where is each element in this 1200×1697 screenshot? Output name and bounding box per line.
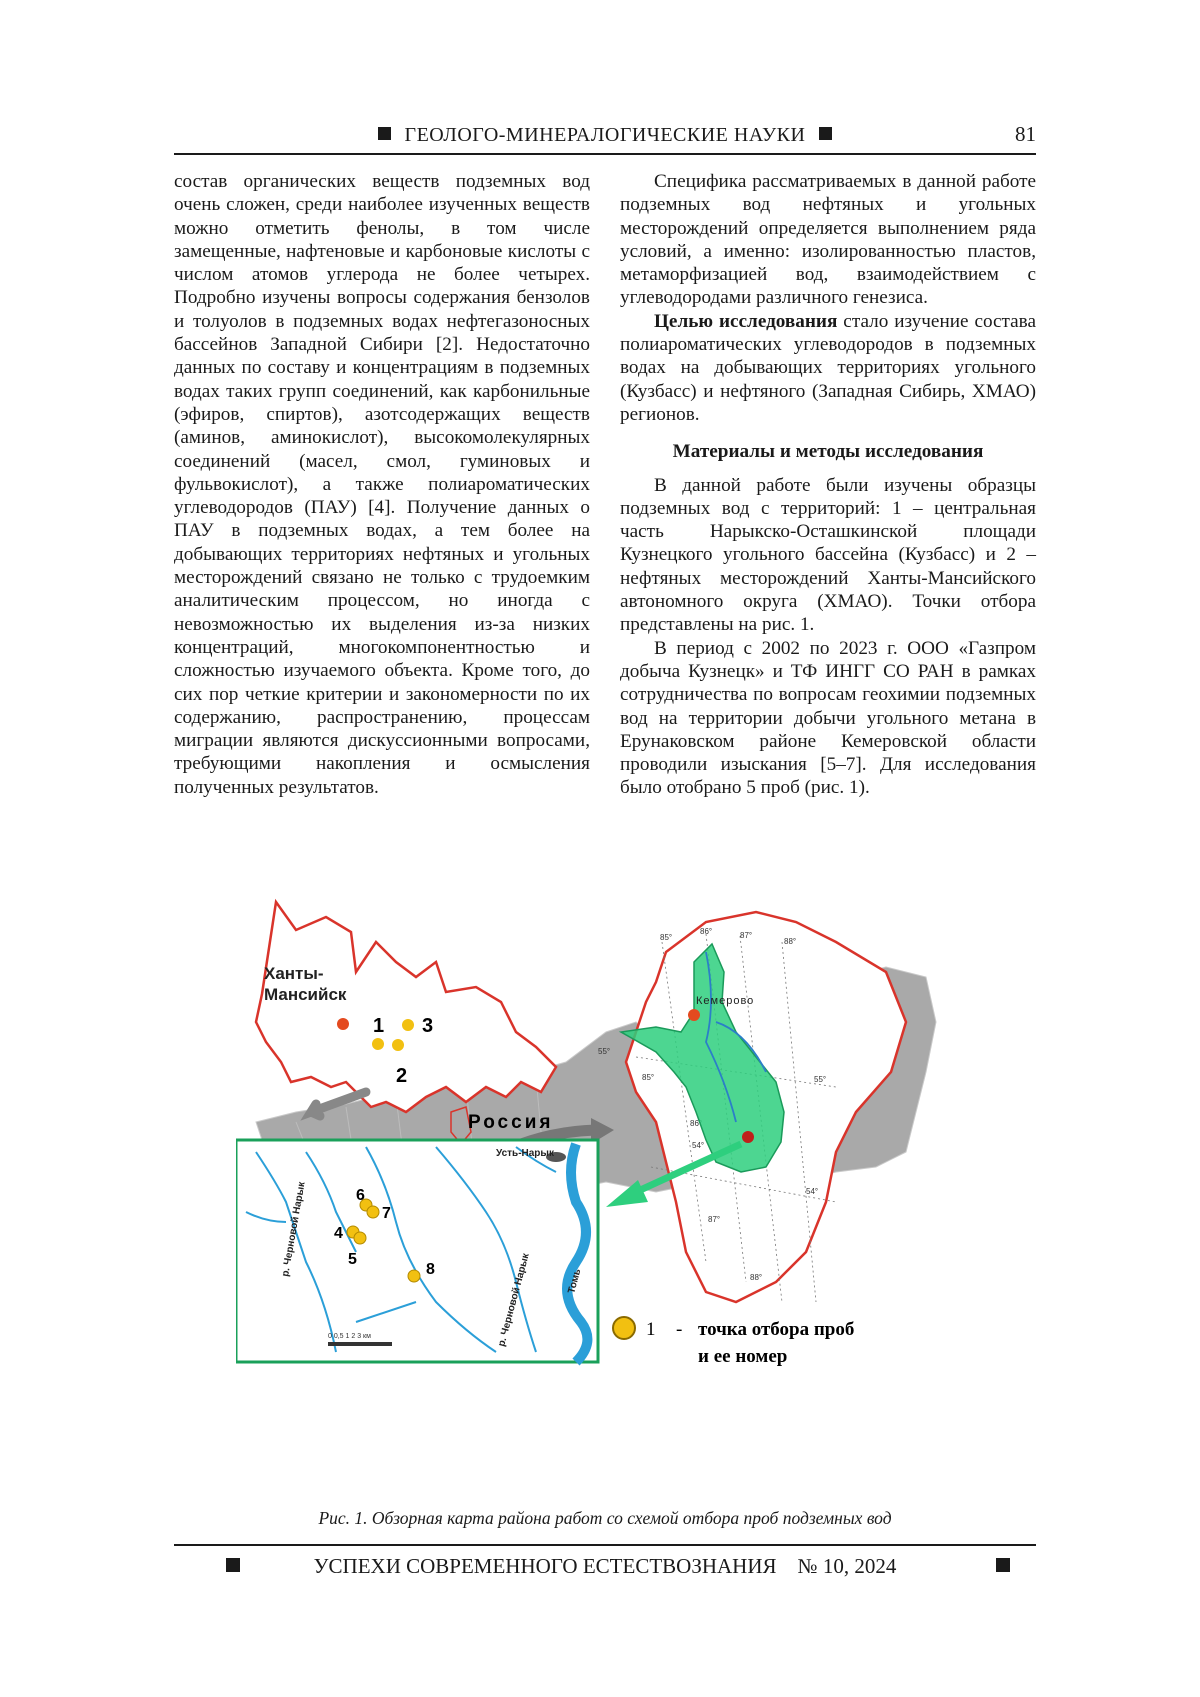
legend-number: 1 xyxy=(646,1319,656,1340)
bold-lead: Целью исследования xyxy=(654,311,837,332)
running-header xyxy=(174,122,1036,152)
square-bullet-icon xyxy=(819,127,832,140)
label-khmao: Ханты- xyxy=(264,964,324,983)
square-bullet-icon xyxy=(378,127,391,140)
sample-point-3 xyxy=(402,1019,414,1031)
point-label-3: 3 xyxy=(422,1015,433,1037)
scale-bar xyxy=(328,1342,392,1346)
sample-point-1 xyxy=(372,1038,384,1050)
label-tom: Томь xyxy=(566,1268,583,1295)
coord-label: 85° xyxy=(642,1073,654,1082)
city-marker-icon xyxy=(337,1018,349,1030)
square-bullet-icon xyxy=(996,1558,1010,1572)
point-label-7: 7 xyxy=(382,1205,391,1222)
label-river-2: р. Черновой Нарык xyxy=(496,1251,532,1348)
section-subheading: Материалы и методы исследования xyxy=(620,440,1036,463)
right-column xyxy=(620,170,1036,800)
label-ust-naryk: Усть-Нарык xyxy=(496,1148,555,1159)
point-label-8: 8 xyxy=(426,1261,435,1278)
coord-label: 88° xyxy=(784,937,796,946)
coord-label: 54° xyxy=(806,1187,818,1196)
label-river-1: р. Черновой Нарык xyxy=(280,1180,308,1277)
sample-point-8 xyxy=(408,1270,420,1282)
sample-point-7 xyxy=(367,1206,379,1218)
running-footer xyxy=(174,1554,1036,1579)
issue-number: № 10, 2024 xyxy=(798,1554,897,1578)
label-khmao-2: Мансийск xyxy=(264,985,347,1004)
figure-caption: Рис. 1. Обзорная карта района работ со схемой отбора проб подземных вод xyxy=(174,1508,1036,1529)
coord-label: 55° xyxy=(598,1047,610,1056)
coord-label: 54° xyxy=(692,1141,704,1150)
kemerovo-city-marker xyxy=(688,1009,700,1021)
body-paragraph: В период с 2002 по 2023 г. ООО «Газпром добыча Кузнецк» и ТФ ИНГГ СО РАН в рамках сотрудничества по вопросам геохимии подземных вод на территории добычи угольного метана в Ерунаковском районе Кемеровской области проводили изыскания [5–7]. Для исследования было отобрано 5 проб (рис. 1). xyxy=(620,637,1036,800)
label-kemerovo: Кемерово xyxy=(696,995,754,1007)
header-rule xyxy=(174,153,1036,155)
study-area-marker xyxy=(742,1131,754,1143)
sample-point-5 xyxy=(354,1232,366,1244)
coord-label: 88° xyxy=(750,1273,762,1282)
square-bullet-icon xyxy=(226,1558,240,1572)
footer-rule xyxy=(174,1544,1036,1546)
point-label-1: 1 xyxy=(373,1015,384,1037)
coord-label: 55° xyxy=(814,1075,826,1084)
page-number: 81 xyxy=(1015,122,1036,147)
coord-label: 87° xyxy=(740,931,752,940)
point-label-2: 2 xyxy=(396,1065,407,1087)
coord-label: 85° xyxy=(660,933,672,942)
scale-label: 0 0,5 1 2 3 км xyxy=(328,1333,371,1340)
point-label-6: 6 xyxy=(356,1187,365,1204)
point-label-5: 5 xyxy=(348,1251,357,1268)
sample-point-2 xyxy=(392,1039,404,1051)
body-paragraph: Специфика рассматриваемых в данной работе подземных вод нефтяных и угольных месторождений определяется выполнением ряда условий, а именно: изолированностью пластов, метаморфизацией вод, взаимодействием с углеводородами различного генезиса. xyxy=(620,170,1036,310)
legend-point-icon xyxy=(613,1317,635,1339)
point-label-4: 4 xyxy=(334,1225,343,1242)
legend-text-1: точка отбора проб xyxy=(698,1319,854,1340)
coord-label: 86° xyxy=(690,1119,702,1128)
left-column xyxy=(174,170,590,799)
legend-text-2: и ее номер xyxy=(698,1346,787,1367)
legend-dash: - xyxy=(676,1319,682,1340)
label-russia: Россия xyxy=(468,1112,553,1133)
study-area-map xyxy=(236,882,976,1494)
coord-label: 87° xyxy=(708,1215,720,1224)
body-paragraph: В данной работе были изучены образцы подземных вод с территорий: 1 – центральная часть Нарыкско-Осташкинской площади Кузнецкого угольного бассейна (Кузбасс) и 2 – нефтяных месторождений Ханты-Мансийского автономного округа (ХМАО). Точки отбора представлены на рис. 1. xyxy=(620,474,1036,637)
coord-label: 86° xyxy=(700,927,712,936)
journal-name: УСПЕХИ СОВРЕМЕННОГО ЕСТЕСТВОЗНАНИЯ xyxy=(314,1554,777,1578)
body-paragraph: Целью исследования стало изучение состава полиароматических углеводородов в подземных водах на добывающих территориях угольного (Кузбасс) и нефтяного (Западная Сибирь, ХМАО) регионов. xyxy=(620,310,1036,426)
body-paragraph: состав органических веществ подземных вод очень сложен, среди наиболее изученных веществ можно отметить фенолы, в том числе замещенные, нафтеновые и карбоновые кислоты с числом атомов углерода не более четырех. Подробно изучены вопросы содержания бензолов и толуолов в подземных водах нефтегазоносных бассейнов Западной Сибири [2]. Недостаточно данных по составу и концентрациям в подземных водах таких групп соединений, как карбонильные (эфиров, спиртов), азотсодержащих веществ (аминов, аминокислот), высокомолекулярных соединений (масел, смол, гуминовых и фульвокислот), а также полиароматических углеводородов (ПАУ) [4]. Получение данных о ПАУ в подземных водах, а тем более на добывающих территориях нефтяных и угольных месторождений связано не только с трудоемким аналитическим процессом, но иногда с невозможностью их выделения из-за низких концентраций, многокомпонентностью и сложностью изучаемого объекта. Кроме того, до сих пор четкие критерии и закономерности по их содержанию, распространению, процессам миграции являются дискуссионными вопросами, требующими накопления и осмысления полученных результатов. xyxy=(174,170,590,799)
section-title: ГЕОЛОГО-МИНЕРАЛОГИЧЕСКИЕ НАУКИ xyxy=(174,124,1036,147)
